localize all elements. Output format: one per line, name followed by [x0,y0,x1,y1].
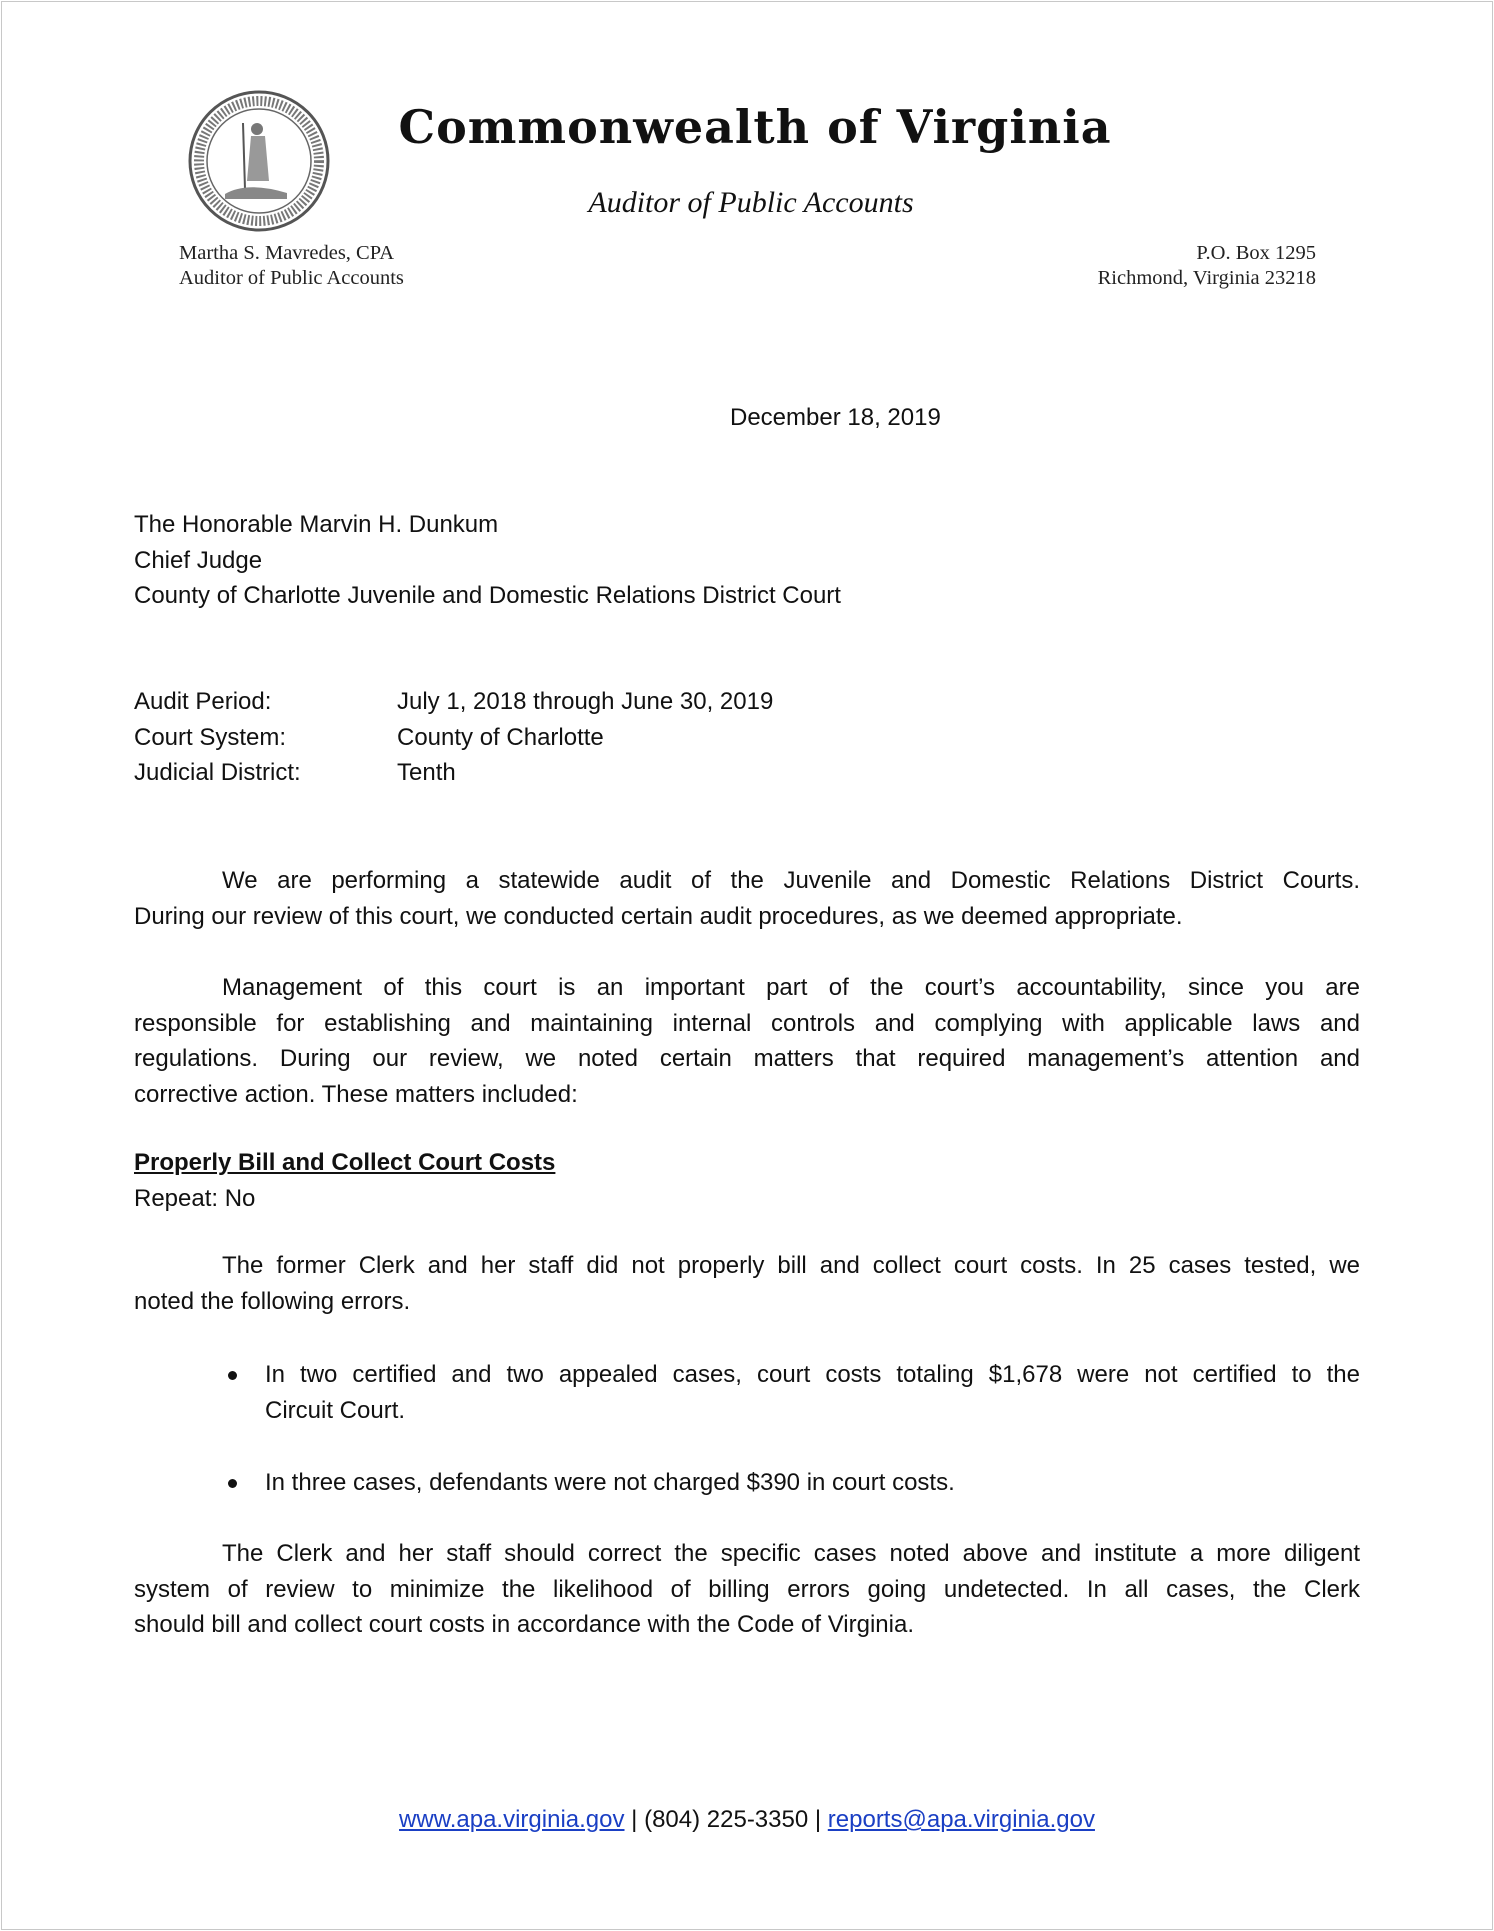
footer [0,1806,1494,1834]
detail-label: Judicial District: [134,759,301,787]
detail-row [134,720,773,756]
text-line: Circuit Court. [265,1396,406,1424]
auditor-name: Martha S. Mavredes, CPA [179,242,395,264]
auditor-title: Auditor of Public Accounts [179,267,404,289]
text-line: The former Clerk and her staff did not properly bill and collect court costs. In 25 cases tested, we [222,1252,1360,1279]
city-state-zip: Richmond, Virginia 23218 [1097,267,1316,289]
separator: | [808,1806,828,1833]
detail-row [134,755,773,791]
audit-details [134,684,773,791]
text-line: In three cases, defendants were not charged $390 in court costs. [265,1469,955,1496]
addressee-title: Chief Judge [134,546,263,574]
text-line: noted the following errors. [134,1287,411,1315]
repeat-status: Repeat: No [134,1184,256,1212]
bullet-icon [228,1479,237,1488]
text-line: should bill and collect court costs in accordance with the Code of Virginia. [134,1611,914,1639]
letter-date: December 18, 2019 [730,404,941,431]
detail-value: County of Charlotte [397,723,604,751]
detail-value: Tenth [397,759,456,787]
paragraph-4 [134,1536,1360,1643]
text-line: In two certified and two appealed cases, court costs totaling $1,678 were not certified to the [265,1361,1360,1388]
text-line: responsible for establishing and maintaining internal controls and complying with applicable laws and [134,1009,1360,1037]
letterhead-title: Commonwealth of Virginia [398,100,1112,154]
text-line: The Clerk and her staff should correct the specific cases noted above and institute a more diligent [222,1540,1360,1567]
text-line: We are performing a statewide audit of the Juvenile and Domestic Relations District Courts. [222,867,1360,894]
text-line: corrective action. These matters included: [134,1081,578,1109]
detail-row [134,684,773,720]
addressee-name: The Honorable Marvin H. Dunkum [134,511,499,538]
phone-number: (804) 225-3350 [644,1806,809,1833]
finding-heading: Properly Bill and Collect Court Costs [134,1149,556,1176]
bullet-icon [228,1371,237,1380]
detail-label: Court System: [134,723,287,751]
text-line: Management of this court is an important part of the court’s accountability, since you are [222,974,1360,1001]
text-line: system of review to minimize the likelihood of billing errors going undetected. In all cases, the Clerk [134,1575,1360,1603]
separator: | [624,1806,645,1833]
po-box: P.O. Box 1295 [1196,242,1316,264]
paragraph-2 [134,970,1360,1113]
auditor-name-block [179,241,404,291]
text-line: regulations. During our review, we noted certain matters that required management’s attention and [134,1045,1360,1073]
mailing-address [1098,241,1316,291]
website-link[interactable]: www.apa.virginia.gov [399,1806,625,1833]
bullet-item [265,1357,1360,1428]
addressee-block [134,507,841,614]
addressee-court: County of Charlotte Juvenile and Domestic Relations District Court [134,582,841,610]
detail-value: July 1, 2018 through June 30, 2019 [397,688,774,715]
paragraph-1 [134,863,1360,934]
email-link[interactable]: reports@apa.virginia.gov [827,1806,1095,1833]
letterhead-subtitle: Auditor of Public Accounts [588,186,914,219]
detail-label: Audit Period: [134,688,272,715]
bullet-item [265,1465,1360,1501]
paragraph-3 [134,1248,1360,1319]
text-line: During our review of this court, we conducted certain audit procedures, as we deemed appropriate. [134,902,1183,930]
finding-block [134,1145,555,1216]
